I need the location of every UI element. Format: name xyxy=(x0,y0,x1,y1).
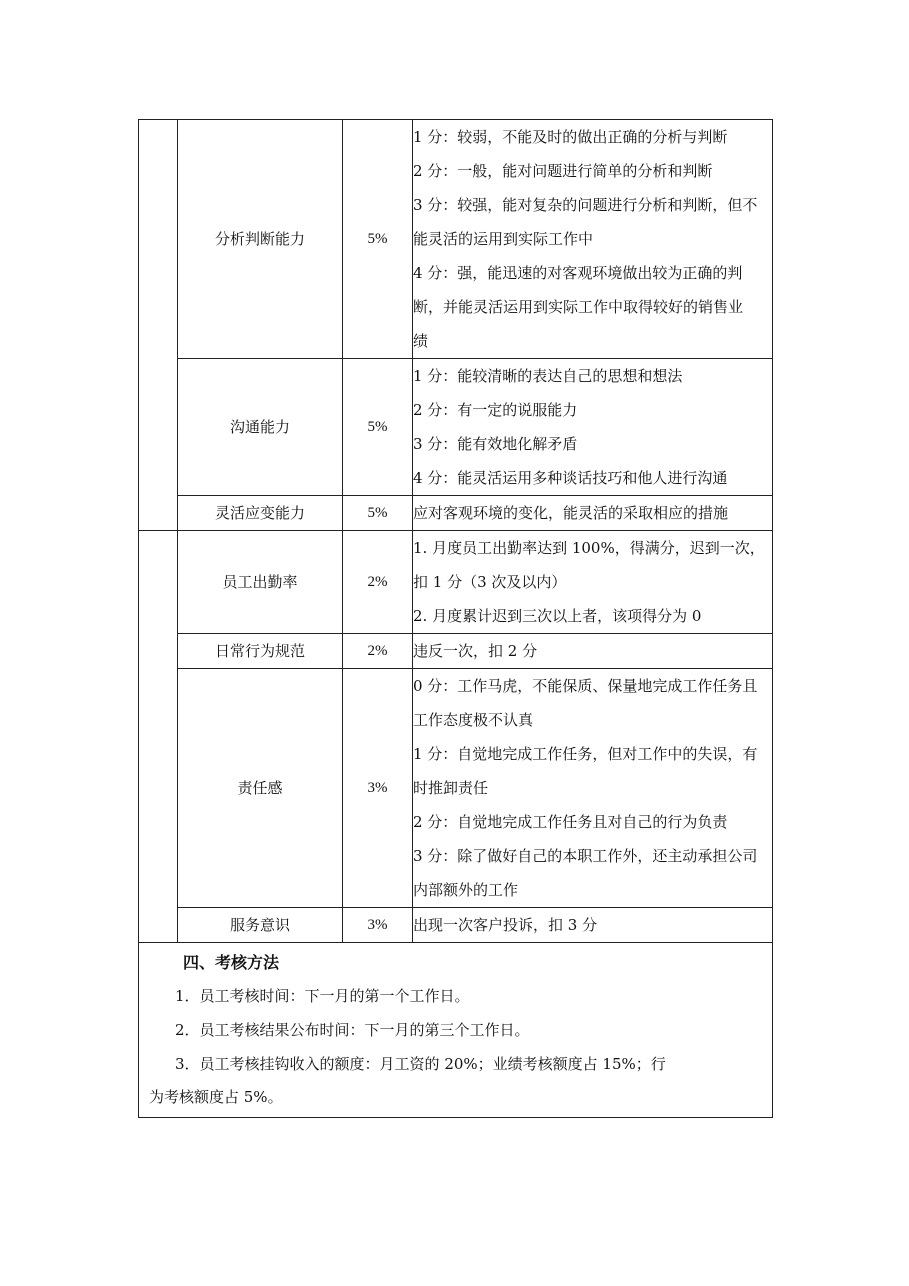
criterion-description xyxy=(413,669,773,908)
description-line: 扣 1 分（3 次及以内） xyxy=(413,573,567,591)
description-line: 1 分：能较清晰的表达自己的思想和想法 xyxy=(413,367,683,385)
assessment-method-section xyxy=(138,943,773,1118)
description-line: 出现一次客户投诉，扣 3 分 xyxy=(413,916,598,934)
description-line: 时推卸责任 xyxy=(413,779,489,797)
description-line: 断，并能灵活运用到实际工作中取得较好的销售业 xyxy=(413,298,744,316)
description-line: 3 分：较强，能对复杂的问题进行分析和判断，但不 xyxy=(413,196,758,214)
table-row xyxy=(139,496,773,531)
criterion-weight: 2% xyxy=(343,634,413,669)
criterion-name: 沟通能力 xyxy=(178,359,343,496)
description-line: 应对客观环境的变化，能灵活的采取相应的措施 xyxy=(413,504,729,522)
method-item-3-continued: 为考核额度占 5%。 xyxy=(149,1088,283,1106)
category-cell xyxy=(139,120,178,531)
description-line: 内部额外的工作 xyxy=(413,881,519,899)
category-cell xyxy=(139,531,178,943)
table-row xyxy=(139,531,773,634)
criterion-description xyxy=(413,908,773,943)
assessment-table xyxy=(138,119,773,943)
description-line: 2 分：自觉地完成工作任务且对自己的行为负责 xyxy=(413,813,728,831)
description-line: 绩 xyxy=(413,332,429,350)
table-row xyxy=(139,669,773,908)
criterion-weight: 5% xyxy=(343,359,413,496)
method-heading: 四、考核方法 xyxy=(183,953,280,972)
table-row xyxy=(139,908,773,943)
description-line: 违反一次，扣 2 分 xyxy=(413,642,538,660)
table-row xyxy=(139,359,773,496)
assessment-document xyxy=(138,119,773,1118)
description-line: 2 分：有一定的说服能力 xyxy=(413,401,578,419)
description-line: 4 分：能灵活运用多种谈话技巧和他人进行沟通 xyxy=(413,469,728,487)
method-item-3: 3．员工考核挂钩收入的额度：月工资的 20%；业绩考核额度占 15%；行 xyxy=(175,1055,666,1073)
description-line: 能灵活的运用到实际工作中 xyxy=(413,230,594,248)
criterion-name: 责任感 xyxy=(178,669,343,908)
description-line: 2 分：一般，能对问题进行简单的分析和判断 xyxy=(413,162,713,180)
method-item-1: 1．员工考核时间：下一月的第一个工作日。 xyxy=(175,987,470,1005)
description-line: 1. 月度员工出勤率达到 100%，得满分，迟到一次， xyxy=(413,539,765,557)
description-line: 0 分：工作马虎，不能保质、保量地完成工作任务且 xyxy=(413,677,758,695)
description-line: 工作态度极不认真 xyxy=(413,711,534,729)
criterion-description xyxy=(413,120,773,359)
description-line: 3 分：能有效地化解矛盾 xyxy=(413,435,578,453)
criterion-name: 日常行为规范 xyxy=(178,634,343,669)
criterion-name: 分析判断能力 xyxy=(178,120,343,359)
criterion-description xyxy=(413,496,773,531)
criterion-weight: 3% xyxy=(343,669,413,908)
criterion-name: 灵活应变能力 xyxy=(178,496,343,531)
criterion-weight: 3% xyxy=(343,908,413,943)
criterion-name: 服务意识 xyxy=(178,908,343,943)
criterion-weight: 5% xyxy=(343,120,413,359)
criterion-weight: 5% xyxy=(343,496,413,531)
description-line: 1 分：较弱，不能及时的做出正确的分析与判断 xyxy=(413,128,728,146)
description-line: 1 分：自觉地完成工作任务，但对工作中的失误，有 xyxy=(413,745,758,763)
table-row xyxy=(139,120,773,359)
table-row xyxy=(139,634,773,669)
criterion-weight: 2% xyxy=(343,531,413,634)
criterion-description xyxy=(413,531,773,634)
description-line: 4 分：强，能迅速的对客观环境做出较为正确的判 xyxy=(413,264,743,282)
criterion-description xyxy=(413,359,773,496)
description-line: 2. 月度累计迟到三次以上者，该项得分为 0 xyxy=(413,607,702,625)
criterion-description xyxy=(413,634,773,669)
criterion-name: 员工出勤率 xyxy=(178,531,343,634)
description-line: 3 分：除了做好自己的本职工作外，还主动承担公司 xyxy=(413,847,758,865)
method-item-2: 2．员工考核结果公布时间：下一月的第三个工作日。 xyxy=(175,1021,530,1039)
